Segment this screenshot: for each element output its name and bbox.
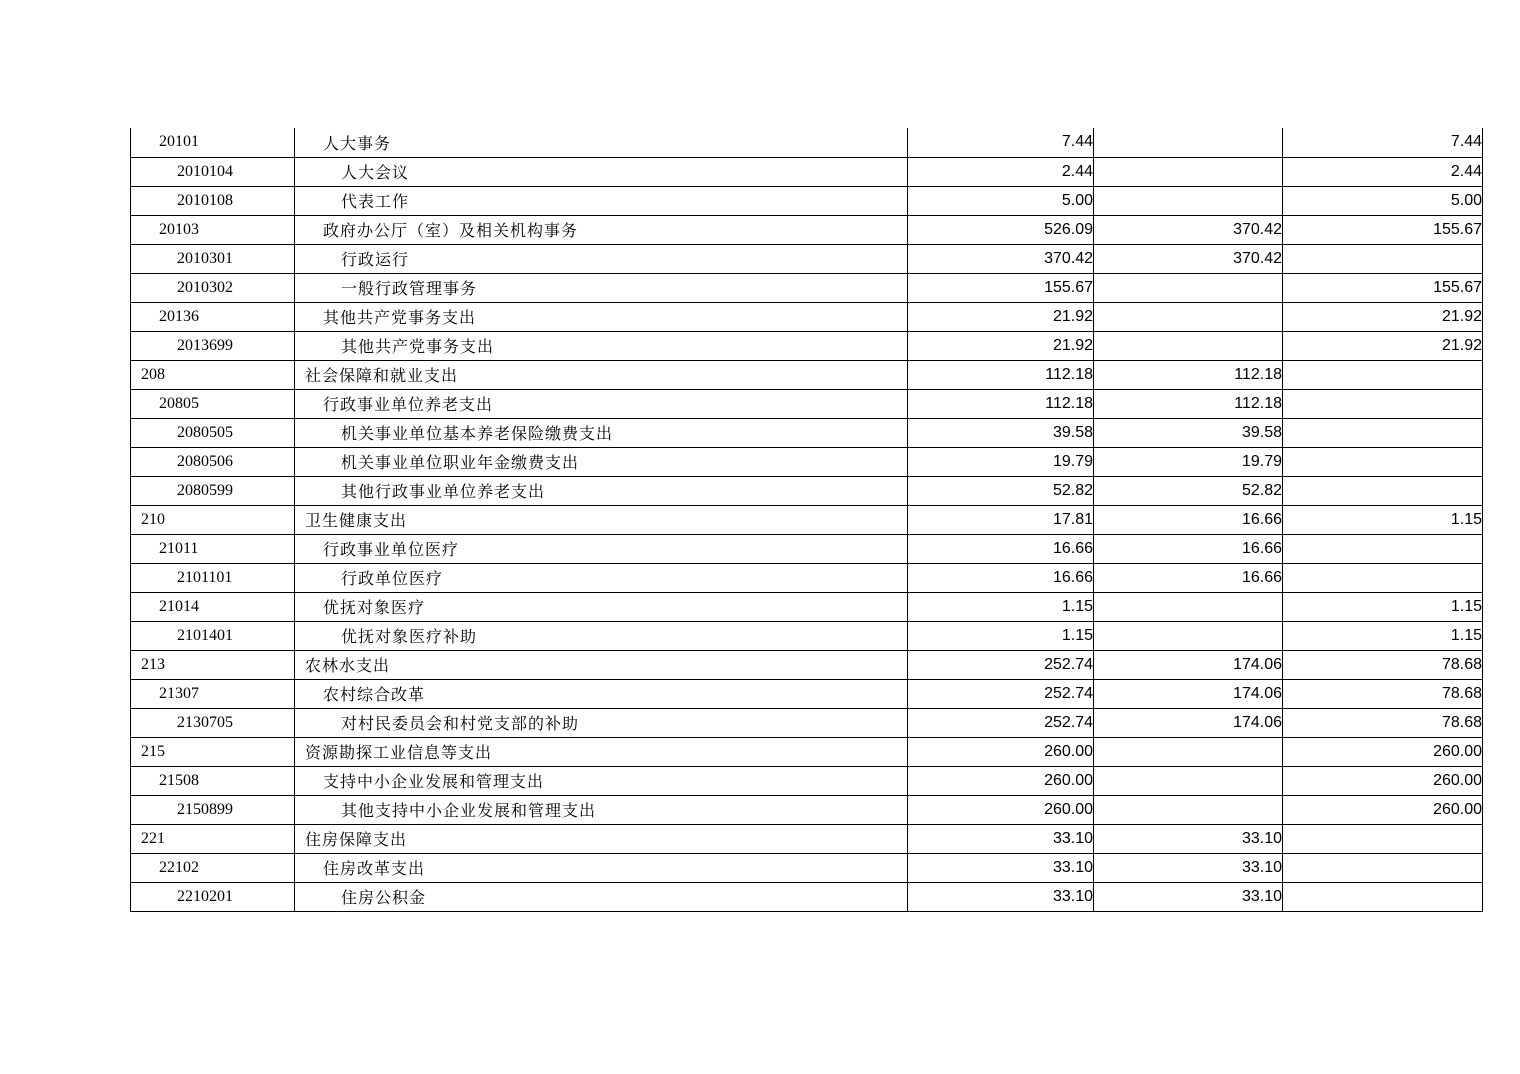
table-row — [131, 157, 1483, 186]
subject-code-cell: 2150899 — [131, 795, 295, 824]
project-expense-cell: 7.44 — [1283, 128, 1483, 157]
basic-expense-cell: 16.66 — [1094, 563, 1283, 592]
basic-expense-cell — [1094, 157, 1283, 186]
basic-expense-cell: 174.06 — [1094, 708, 1283, 737]
table-row — [131, 331, 1483, 360]
basic-expense-cell — [1094, 621, 1283, 650]
basic-expense-cell — [1094, 186, 1283, 215]
basic-expense-cell: 33.10 — [1094, 853, 1283, 882]
total-amount-cell: 21.92 — [908, 331, 1094, 360]
basic-expense-cell — [1094, 302, 1283, 331]
project-expense-cell — [1283, 244, 1483, 273]
project-expense-cell: 260.00 — [1283, 766, 1483, 795]
basic-expense-cell — [1094, 795, 1283, 824]
basic-expense-cell — [1094, 766, 1283, 795]
table-row — [131, 273, 1483, 302]
subject-code-cell: 2101401 — [131, 621, 295, 650]
subject-code-cell: 2210201 — [131, 882, 295, 911]
subject-name-cell: 优抚对象医疗补助 — [295, 621, 908, 650]
project-expense-cell: 78.68 — [1283, 679, 1483, 708]
subject-code-cell: 22102 — [131, 853, 295, 882]
basic-expense-cell — [1094, 592, 1283, 621]
table-row — [131, 563, 1483, 592]
total-amount-cell: 252.74 — [908, 708, 1094, 737]
subject-name-cell: 农林水支出 — [295, 650, 908, 679]
project-expense-cell: 260.00 — [1283, 795, 1483, 824]
table-row — [131, 737, 1483, 766]
project-expense-cell — [1283, 824, 1483, 853]
project-expense-cell — [1283, 534, 1483, 563]
table-row — [131, 708, 1483, 737]
subject-code-cell: 221 — [131, 824, 295, 853]
subject-name-cell: 卫生健康支出 — [295, 505, 908, 534]
total-amount-cell: 260.00 — [908, 737, 1094, 766]
project-expense-cell: 5.00 — [1283, 186, 1483, 215]
table-row — [131, 128, 1483, 157]
total-amount-cell: 5.00 — [908, 186, 1094, 215]
total-amount-cell: 17.81 — [908, 505, 1094, 534]
subject-name-cell: 行政单位医疗 — [295, 563, 908, 592]
table-row — [131, 853, 1483, 882]
subject-code-cell: 208 — [131, 360, 295, 389]
budget-table — [130, 128, 1483, 912]
table-row — [131, 882, 1483, 911]
table-row — [131, 650, 1483, 679]
basic-expense-cell — [1094, 273, 1283, 302]
subject-name-cell: 优抚对象医疗 — [295, 592, 908, 621]
project-expense-cell: 2.44 — [1283, 157, 1483, 186]
subject-code-cell: 2080599 — [131, 476, 295, 505]
subject-name-cell: 行政运行 — [295, 244, 908, 273]
project-expense-cell: 1.15 — [1283, 592, 1483, 621]
total-amount-cell: 39.58 — [908, 418, 1094, 447]
project-expense-cell: 21.92 — [1283, 331, 1483, 360]
table-row — [131, 621, 1483, 650]
subject-code-cell: 2101101 — [131, 563, 295, 592]
subject-name-cell: 机关事业单位基本养老保险缴费支出 — [295, 418, 908, 447]
subject-code-cell: 2013699 — [131, 331, 295, 360]
table-row — [131, 447, 1483, 476]
project-expense-cell: 78.68 — [1283, 708, 1483, 737]
basic-expense-cell: 52.82 — [1094, 476, 1283, 505]
subject-code-cell: 21014 — [131, 592, 295, 621]
table-row — [131, 389, 1483, 418]
subject-name-cell: 资源勘探工业信息等支出 — [295, 737, 908, 766]
total-amount-cell: 16.66 — [908, 563, 1094, 592]
subject-code-cell: 21508 — [131, 766, 295, 795]
subject-code-cell: 20103 — [131, 215, 295, 244]
subject-name-cell: 人大会议 — [295, 157, 908, 186]
subject-name-cell: 机关事业单位职业年金缴费支出 — [295, 447, 908, 476]
subject-code-cell: 2010104 — [131, 157, 295, 186]
table-row — [131, 360, 1483, 389]
project-expense-cell: 155.67 — [1283, 215, 1483, 244]
subject-code-cell: 215 — [131, 737, 295, 766]
subject-code-cell: 20805 — [131, 389, 295, 418]
table-row — [131, 244, 1483, 273]
table-row — [131, 186, 1483, 215]
table-row — [131, 766, 1483, 795]
basic-expense-cell: 33.10 — [1094, 882, 1283, 911]
total-amount-cell: 52.82 — [908, 476, 1094, 505]
table-row — [131, 795, 1483, 824]
project-expense-cell: 78.68 — [1283, 650, 1483, 679]
total-amount-cell: 112.18 — [908, 360, 1094, 389]
basic-expense-cell: 370.42 — [1094, 215, 1283, 244]
project-expense-cell — [1283, 360, 1483, 389]
basic-expense-cell — [1094, 331, 1283, 360]
project-expense-cell: 155.67 — [1283, 273, 1483, 302]
subject-code-cell: 2130705 — [131, 708, 295, 737]
project-expense-cell: 260.00 — [1283, 737, 1483, 766]
table-row — [131, 418, 1483, 447]
subject-name-cell: 行政事业单位养老支出 — [295, 389, 908, 418]
project-expense-cell — [1283, 389, 1483, 418]
subject-name-cell: 人大事务 — [295, 128, 908, 157]
total-amount-cell: 21.92 — [908, 302, 1094, 331]
subject-name-cell: 社会保障和就业支出 — [295, 360, 908, 389]
basic-expense-cell — [1094, 128, 1283, 157]
project-expense-cell: 1.15 — [1283, 621, 1483, 650]
subject-name-cell: 对村民委员会和村党支部的补助 — [295, 708, 908, 737]
project-expense-cell — [1283, 447, 1483, 476]
table-row — [131, 534, 1483, 563]
total-amount-cell: 16.66 — [908, 534, 1094, 563]
basic-expense-cell: 33.10 — [1094, 824, 1283, 853]
total-amount-cell: 260.00 — [908, 766, 1094, 795]
subject-name-cell: 行政事业单位医疗 — [295, 534, 908, 563]
subject-name-cell: 其他支持中小企业发展和管理支出 — [295, 795, 908, 824]
total-amount-cell: 526.09 — [908, 215, 1094, 244]
project-expense-cell — [1283, 418, 1483, 447]
subject-code-cell: 2010108 — [131, 186, 295, 215]
project-expense-cell — [1283, 563, 1483, 592]
subject-name-cell: 一般行政管理事务 — [295, 273, 908, 302]
basic-expense-cell: 174.06 — [1094, 650, 1283, 679]
project-expense-cell — [1283, 853, 1483, 882]
subject-name-cell: 其他共产党事务支出 — [295, 331, 908, 360]
subject-code-cell: 20136 — [131, 302, 295, 331]
subject-name-cell: 住房改革支出 — [295, 853, 908, 882]
subject-name-cell: 住房保障支出 — [295, 824, 908, 853]
table-row — [131, 505, 1483, 534]
subject-name-cell: 农村综合改革 — [295, 679, 908, 708]
total-amount-cell: 19.79 — [908, 447, 1094, 476]
total-amount-cell: 2.44 — [908, 157, 1094, 186]
subject-code-cell: 2080505 — [131, 418, 295, 447]
basic-expense-cell: 39.58 — [1094, 418, 1283, 447]
total-amount-cell: 252.74 — [908, 650, 1094, 679]
subject-code-cell: 213 — [131, 650, 295, 679]
basic-expense-cell: 19.79 — [1094, 447, 1283, 476]
subject-code-cell: 2010301 — [131, 244, 295, 273]
total-amount-cell: 33.10 — [908, 853, 1094, 882]
subject-name-cell: 其他行政事业单位养老支出 — [295, 476, 908, 505]
basic-expense-cell: 370.42 — [1094, 244, 1283, 273]
subject-code-cell: 2010302 — [131, 273, 295, 302]
total-amount-cell: 7.44 — [908, 128, 1094, 157]
subject-code-cell: 20101 — [131, 128, 295, 157]
total-amount-cell: 1.15 — [908, 592, 1094, 621]
project-expense-cell — [1283, 476, 1483, 505]
basic-expense-cell: 174.06 — [1094, 679, 1283, 708]
subject-name-cell: 支持中小企业发展和管理支出 — [295, 766, 908, 795]
basic-expense-cell: 112.18 — [1094, 389, 1283, 418]
total-amount-cell: 370.42 — [908, 244, 1094, 273]
table-row — [131, 302, 1483, 331]
table-row — [131, 476, 1483, 505]
subject-name-cell: 其他共产党事务支出 — [295, 302, 908, 331]
table-row — [131, 824, 1483, 853]
subject-code-cell: 21307 — [131, 679, 295, 708]
basic-expense-cell: 112.18 — [1094, 360, 1283, 389]
total-amount-cell: 112.18 — [908, 389, 1094, 418]
table-row — [131, 215, 1483, 244]
project-expense-cell: 21.92 — [1283, 302, 1483, 331]
table-row — [131, 592, 1483, 621]
table-row — [131, 679, 1483, 708]
basic-expense-cell: 16.66 — [1094, 534, 1283, 563]
total-amount-cell: 1.15 — [908, 621, 1094, 650]
total-amount-cell: 33.10 — [908, 824, 1094, 853]
subject-code-cell: 2080506 — [131, 447, 295, 476]
subject-code-cell: 210 — [131, 505, 295, 534]
basic-expense-cell: 16.66 — [1094, 505, 1283, 534]
basic-expense-cell — [1094, 737, 1283, 766]
project-expense-cell: 1.15 — [1283, 505, 1483, 534]
project-expense-cell — [1283, 882, 1483, 911]
subject-code-cell: 21011 — [131, 534, 295, 563]
subject-name-cell: 代表工作 — [295, 186, 908, 215]
total-amount-cell: 260.00 — [908, 795, 1094, 824]
total-amount-cell: 155.67 — [908, 273, 1094, 302]
total-amount-cell: 33.10 — [908, 882, 1094, 911]
budget-table-body — [131, 128, 1483, 911]
total-amount-cell: 252.74 — [908, 679, 1094, 708]
subject-name-cell: 住房公积金 — [295, 882, 908, 911]
subject-name-cell: 政府办公厅（室）及相关机构事务 — [295, 215, 908, 244]
budget-table-page — [130, 128, 1482, 912]
